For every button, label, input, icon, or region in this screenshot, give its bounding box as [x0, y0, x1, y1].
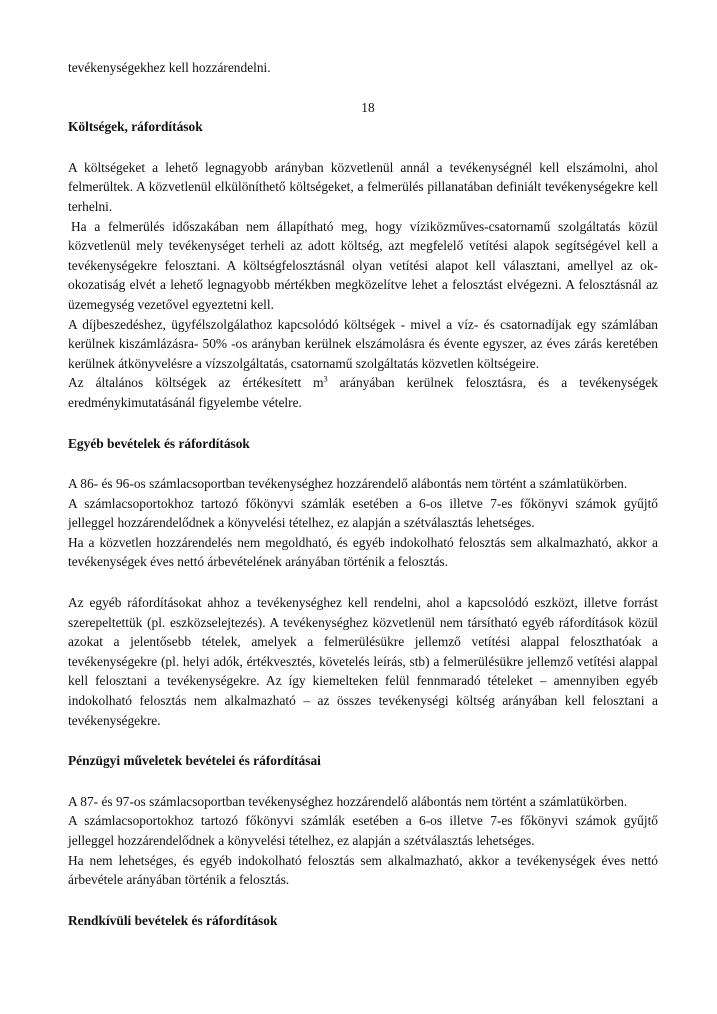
section-title-egyeb: Egyéb bevételek és ráfordítások — [68, 435, 250, 451]
page-number: 18 — [361, 99, 375, 115]
document-page — [68, 58, 658, 930]
paragraph: A 87- és 97-os számlacsoportban tevékenységhez hozzárendelő alábontás nem történt a számlatükörben. — [68, 793, 628, 809]
paragraph: Ha a közvetlen hozzárendelés nem megoldható, és egyéb indokolható felosztás sem alkalmazható, akkor a tevékenységek éves nettó árbevételének arányában történik a felosztás. — [68, 534, 658, 570]
section-title-penzugyi: Pénzügyi műveletek bevételei és ráfordításai — [68, 753, 321, 769]
section-title-koltsegek: Költségek, ráfordítások — [68, 119, 203, 135]
paragraph: A számlacsoportokhoz tartozó főkönyvi számlák esetében a 6-os illetve 7-es főkönyvi számok gyűjtő jelleggel hozzárendelődnek a könyvelési tételhez, ez alapján a szétválasztás lehetséges. — [68, 813, 658, 848]
superscript: 3 — [323, 374, 328, 384]
paragraph-text: Az általános költségek az értékesített m — [68, 375, 324, 391]
paragraph: Az egyéb ráfordításokat ahhoz a tevékenységhez kell rendelni, ahol a kapcsolódó eszközt, illetve forrást szerepeltettük (pl. eszközselejtezés). A tevékenységhez közvetlenül nem társítható egyéb ráfordítások közül azokat a jelentősebb tételek, amelyek a felmerülésükre jellemző vetítési alappal feloszthatóak a tevékenységekre (pl. helyi adók, értékvesztés, követelés leírás, stb) a felmerülésükre jellemző vetítési alappal kell felosztani a tevékenységekre. Az így kiemelteken felül fennmaradó tételeket – amennyiben egyéb indokolható felosztás nem alkalmazható – az összes tevékenységi költség arányában kell felosztani a tevékenységekre. — [68, 595, 658, 728]
paragraph — [68, 373, 658, 412]
paragraph: A költségeket a lehető legnagyobb arányban közvetlenül annál a tevékenységnél kell elszámolni, ahol felmerültek. A közvetlenül elkülöníthető költségeket, a felmerülés pillanatában definiált tevékenységekre kell terhelni. — [68, 159, 658, 214]
paragraph: Ha nem lehetséges, és egyéb indokolható felosztás sem alkalmazható, akkor a tevékenységek éves nettó árbevétele arányában történik a felosztás. — [68, 852, 658, 888]
section-title-rendkivuli: Rendkívüli bevételek és ráfordítások — [68, 912, 278, 928]
paragraph: A 86- és 96-os számlacsoportban tevékenységhez hozzárendelő alábontás nem történt a számlatükörben. — [68, 476, 628, 492]
intro-tail-text: tevékenységekhez kell hozzárendelni. — [68, 60, 271, 75]
paragraph: A díjbeszedéshez, ügyfélszolgálathoz kapcsolódó költségek - mivel a víz- és csatornadíjak egy számlában kerülnek kiszámlázásra- 50% -os arányban kerülnek elszámolásra és évente egyszer, az éves zárás keretében kerülnek átkönyvelésre a vízszolgáltatás, csatornamű szolgáltatás közvetlen költségeire. — [68, 316, 658, 371]
paragraph: A számlacsoportokhoz tartozó főkönyvi számlák esetében a 6-os illetve 7-es főkönyvi számok gyűjtő jelleggel hozzárendelődnek a könyvelési tételhez, ez alapján a szétválasztás lehetséges. — [68, 495, 658, 531]
paragraph-text: arányában kerülnek felosztásra, és a tevékenységek eredménykimutatásánál figyelembe vételre. — [68, 375, 658, 410]
paragraph: Ha a felmerülés időszakában nem állapítható meg, hogy víziközműves-csatornamű szolgáltatás közül közvetlenül mely tevékenységet terheli az adott költség, azt megfelelő vetítési alapok segítségével kell a tevékenységekre felosztani. A költségfelosztásnál olyan vetítési alapot kell választani, amellyel az ok-okozatiság elvét a lehető legnagyobb mértékben megközelítve lehet a felosztást elvégezni. A felosztásnál az üzemegység vezetővel egyeztetni kell. — [68, 218, 658, 312]
